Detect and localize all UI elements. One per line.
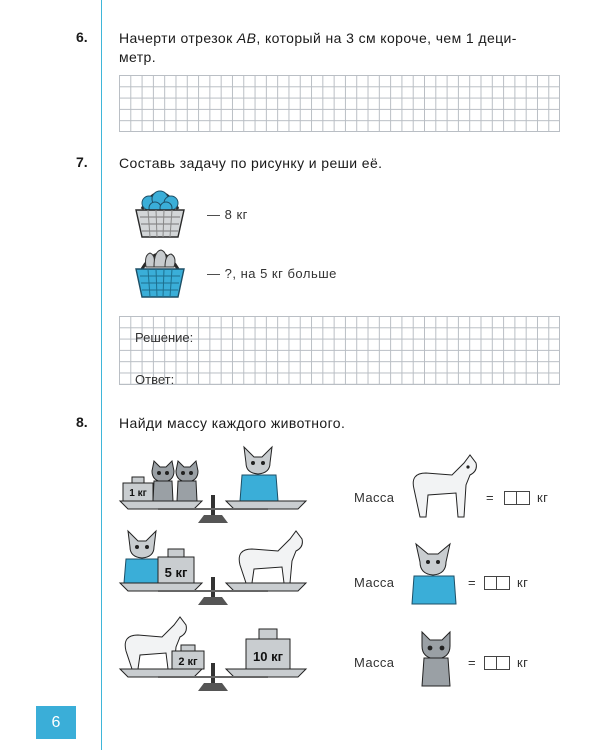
puppy-icon [240, 447, 278, 501]
pear-basket-icon [134, 243, 186, 301]
balance-scale-3 [118, 611, 308, 693]
balance-scale-2 [118, 525, 308, 607]
goat-icon [408, 453, 484, 523]
mass-goat-unit: кг [537, 490, 549, 505]
weight-label: 5 кг [164, 565, 188, 580]
solution-grid[interactable] [119, 316, 560, 385]
task-8-number: 8. [76, 414, 88, 430]
weight-label: 10 кг [253, 649, 283, 664]
task-7-number: 7. [76, 154, 88, 170]
task-6-text [119, 29, 567, 67]
weight-1kg-icon [123, 477, 153, 501]
balance-scale-1 [118, 443, 308, 525]
solution-label: Решение: [135, 330, 194, 345]
goat-answer-box[interactable] [504, 491, 530, 505]
weight-2kg-icon [172, 645, 204, 669]
weight-10kg-icon [246, 629, 290, 669]
kitten-answer-box[interactable] [484, 656, 510, 670]
task-8-text: Найди массу каждого животного. [119, 415, 346, 431]
puppy-answer-box[interactable] [484, 576, 510, 590]
kitten-icon [416, 630, 456, 690]
mass-goat-label: Масса [354, 490, 395, 505]
weight-5kg-icon [158, 549, 194, 583]
pear-weight-text: — ?, на 5 кг больше [207, 266, 337, 281]
answer-label: Ответ: [135, 372, 175, 387]
kitten-icon [152, 461, 174, 501]
page-number: 6 [36, 706, 76, 739]
margin-line [101, 0, 102, 750]
goat-icon [239, 531, 302, 583]
mass-goat-equals: = [486, 490, 494, 505]
drawing-grid[interactable] [119, 75, 560, 132]
mass-kitten-unit: кг [517, 655, 529, 670]
task-7-text: Составь задачу по рисунку и реши её. [119, 155, 383, 171]
weight-label: 2 кг [178, 656, 198, 668]
apple-weight-text: — 8 кг [207, 207, 248, 222]
task-6-text-part: Начерти отрезок AB, который на 3 см короче, чем 1 деци- метр. [119, 30, 517, 65]
puppy-icon [408, 540, 464, 610]
mass-kitten-equals: = [468, 655, 476, 670]
apple-basket-icon [134, 179, 186, 241]
weight-label: 1 кг [129, 488, 147, 499]
mass-puppy-equals: = [468, 575, 476, 590]
mass-puppy-unit: кг [517, 575, 529, 590]
puppy-icon [124, 531, 162, 583]
mass-kitten-label: Масса [354, 655, 395, 670]
mass-puppy-label: Масса [354, 575, 395, 590]
task-6-number: 6. [76, 29, 88, 45]
kitten-icon [176, 461, 198, 501]
